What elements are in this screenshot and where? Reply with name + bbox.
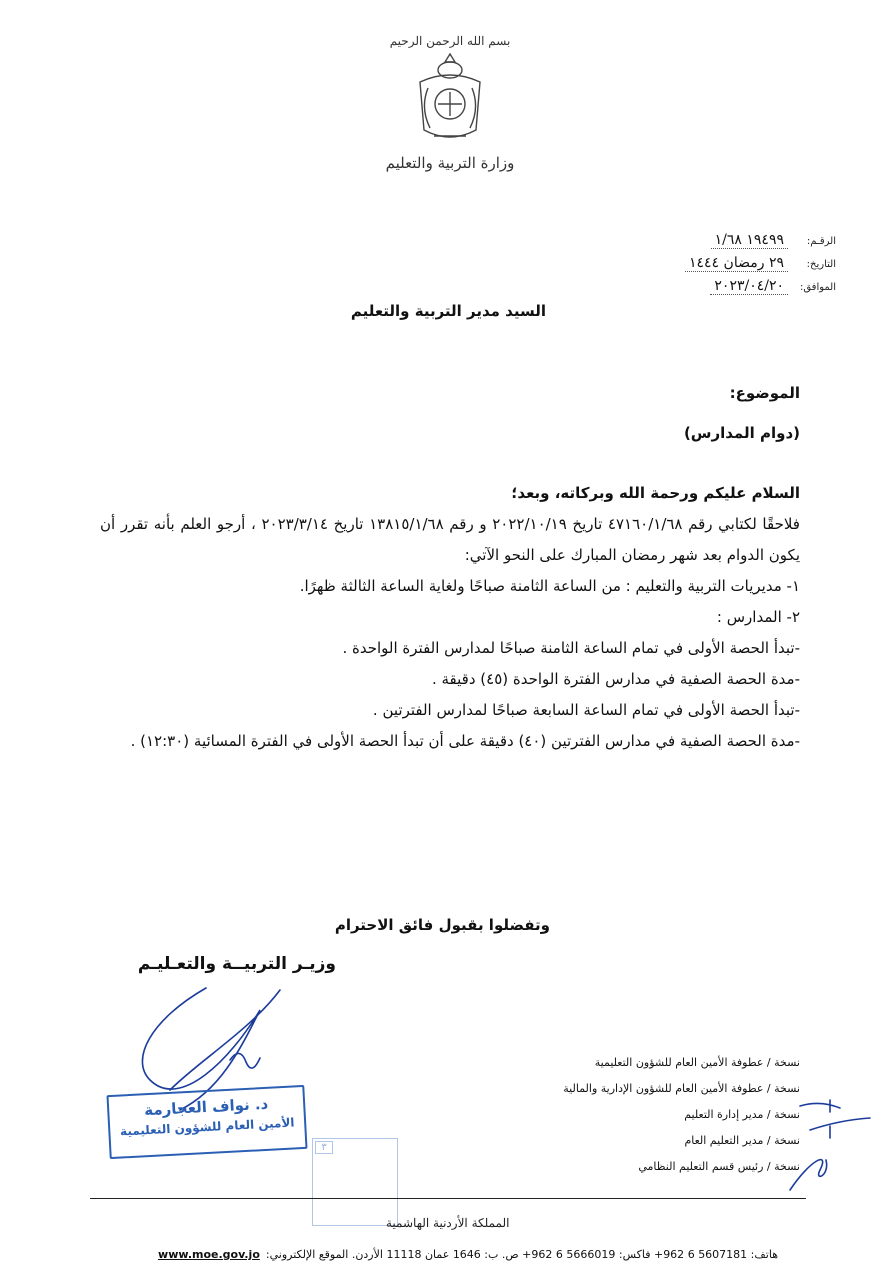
subject-label: الموضوع: bbox=[729, 384, 800, 402]
initials-icon bbox=[770, 1090, 880, 1200]
letter-body bbox=[100, 478, 800, 757]
cc-item: نسخة / مدير إدارة التعليم bbox=[684, 1108, 800, 1121]
schools-rule-2: -مدة الحصة الصفية في مدارس الفترة الواحدة (٤٥) دقيقة . bbox=[431, 670, 800, 688]
registry-stamp-number: ٣ bbox=[315, 1141, 333, 1154]
reference-date-row bbox=[606, 255, 836, 272]
stamp-name: د. نواف العجارمة bbox=[143, 1094, 269, 1120]
cc-list bbox=[563, 1050, 800, 1180]
ministry-name: وزارة التربية والتعليم bbox=[385, 154, 515, 172]
reference-gregorian-row bbox=[606, 278, 836, 295]
registry-stamp bbox=[312, 1138, 398, 1226]
reference-number-row bbox=[606, 232, 836, 249]
letterhead bbox=[360, 28, 540, 198]
reference-block bbox=[606, 232, 836, 301]
coat-of-arms-icon bbox=[410, 48, 490, 148]
schools-rule-3: -تبدأ الحصة الأولى في تمام الساعة السابعة صباحًا لمدارس الفترتين . bbox=[372, 701, 800, 719]
official-stamp bbox=[106, 1085, 307, 1159]
reference-number-label: الرقـم: bbox=[806, 236, 836, 247]
reference-gregorian-value: ٢٠٢٣/٠٤/٢٠ bbox=[710, 278, 788, 295]
reference-date-label: التاريخ: bbox=[806, 259, 836, 270]
closing: وتفضلوا بقبول فائق الاحترام bbox=[334, 916, 550, 934]
greeting: السلام عليكم ورحمة الله وبركاته، وبعد؛ bbox=[511, 484, 800, 502]
reference-gregorian-label: الموافق: bbox=[799, 282, 836, 293]
reference-date-value: ٢٩ رمضان ١٤٤٤ bbox=[685, 255, 788, 272]
cc-item: نسخة / رئيس قسم التعليم النظامي bbox=[638, 1160, 800, 1173]
schools-rule-1: -تبدأ الحصة الأولى في تمام الساعة الثامنة صباحًا لمدارس الفترة الواحدة . bbox=[342, 639, 800, 657]
schools-rule-4: -مدة الحصة الصفية في مدارس الفترتين (٤٠) دقيقة على أن تبدأ الحصة الأولى في الفترة المسائية (١٢:٣٠) . bbox=[130, 732, 800, 750]
kingdom-name: المملكة الأردنية الهاشمية bbox=[386, 1216, 510, 1230]
cc-item: نسخة / عطوفة الأمين العام للشؤون الإدارية والمالية bbox=[563, 1082, 800, 1095]
item-directorates: ١- مديريات التربية والتعليم : من الساعة الثامنة صباحًا ولغاية الساعة الثالثة ظهرًا. bbox=[299, 577, 800, 595]
subject-value: (دوام المدارس) bbox=[683, 424, 800, 442]
reference-number-value: ١٩٤٩٩ ١/٦٨ bbox=[711, 232, 788, 249]
intro-paragraph: فلاحقًا لكتابي رقم ٤٧١٦٠/١/٦٨ تاريخ ٢٠٢٢/١٠/١٩ و رقم ١٣٨١٥/١/٦٨ تاريخ ٢٠٢٣/٣/١٤ ، أرجو العلم بأنه تقرر أن يكون الدوام بعد شهر رمضان المبارك على النحو الآتي: bbox=[100, 515, 800, 564]
footer-contact-details: هاتف: 5607181 6 962+ فاكس: 5666019 6 962+ ص. ب: 1646 عمان 11118 الأردن. الموقع الإلكتروني: bbox=[265, 1248, 778, 1261]
item-schools: ٢- المدارس : bbox=[716, 608, 800, 626]
stamp-title: الأمين العام للشؤون التعليمية bbox=[119, 1115, 295, 1139]
minister-title: وزيـر التربيــة والتعـليـم bbox=[137, 954, 336, 974]
footer-divider bbox=[90, 1198, 806, 1199]
basmala: بسم الله الرحمن الرحيم bbox=[389, 34, 511, 48]
website-link[interactable]: www.moe.gov.jo bbox=[158, 1248, 260, 1261]
cc-item: نسخة / مدير التعليم العام bbox=[684, 1134, 800, 1147]
footer-contact bbox=[132, 1248, 778, 1261]
addressee: السيد مدير التربية والتعليم bbox=[350, 302, 546, 320]
cc-item: نسخة / عطوفة الأمين العام للشؤون التعليمية bbox=[594, 1056, 800, 1069]
